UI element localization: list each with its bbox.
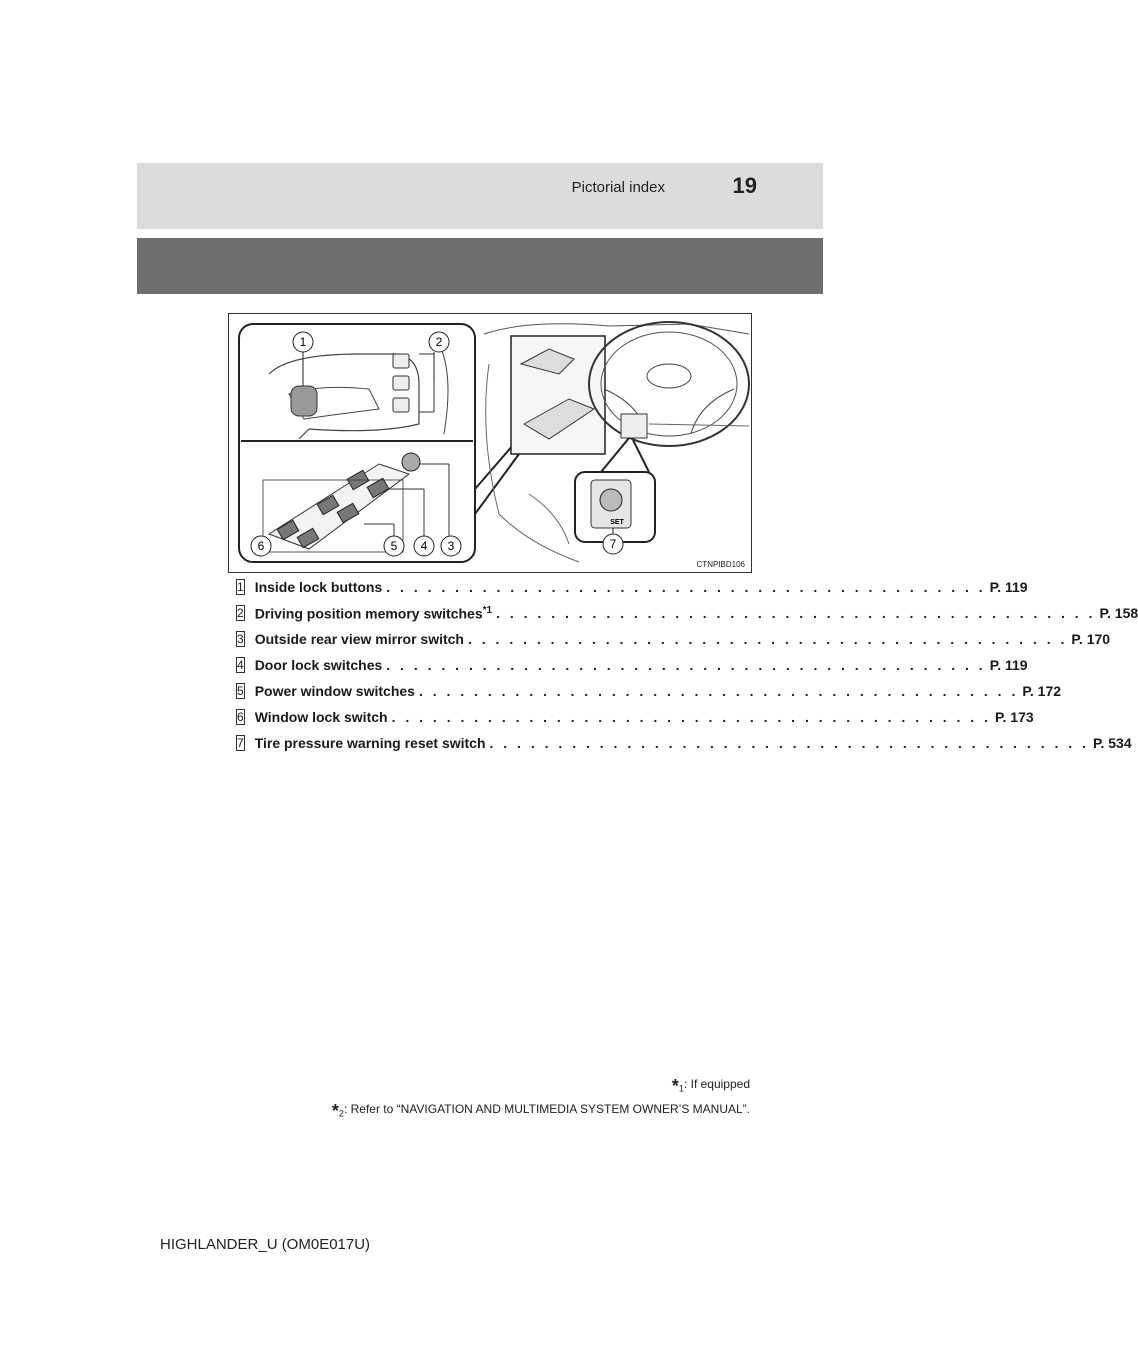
leader-dots: . . . . . . . . . . . . . . . . . . . . . . . . . . . . . . . . . . . . . . . . . . . .: [391, 709, 991, 725]
page-link[interactable]: P. 170: [1071, 631, 1111, 647]
list-item: [236, 678, 1062, 704]
leader-dots: . . . . . . . . . . . . . . . . . . . . . . . . . . . . . . . . . . . . . . . . . . . .: [386, 657, 986, 673]
svg-text:4: 4: [420, 539, 428, 553]
item-number: 1: [237, 580, 244, 594]
page-link[interactable]: P. 172: [1022, 683, 1062, 699]
page-link[interactable]: P. 534: [1092, 735, 1132, 751]
illustration-svg: [229, 314, 751, 572]
item-number: 6: [237, 710, 244, 724]
header-bar: [137, 163, 823, 229]
item-label: Outside rear view mirror switch: [254, 631, 464, 647]
item-number: 7: [237, 736, 244, 750]
set-label: SET: [610, 519, 624, 526]
leader-dots: . . . . . . . . . . . . . . . . . . . . . . . . . . . . . . . . . . . . . . . . . . . .: [467, 631, 1068, 647]
leader-dots: . . . . . . . . . . . . . . . . . . . . . . . . . . . . . . . . . . . . . . . . . . . .: [496, 605, 1096, 621]
svg-text:3: 3: [447, 539, 455, 553]
svg-text:7: 7: [609, 537, 617, 551]
list-item: [236, 652, 1028, 678]
svg-text:1: 1: [299, 335, 307, 349]
item-number: 3: [237, 632, 244, 646]
leader-dots: . . . . . . . . . . . . . . . . . . . . . . . . . . . . . . . . . . . . . . . . . . . .: [489, 735, 1089, 751]
footnote-2: $*_2$: Refer to “NAVIGATION AND MULTIMEDIA SYSTEM OWNER’S MANUAL”.: [331, 1101, 750, 1121]
footer-model: HIGHLANDER_U (OM0E017U): [160, 1236, 371, 1253]
page-number: 19: [732, 173, 757, 198]
reset-switch-icon: [600, 489, 622, 511]
mirror-switch-knob-icon: [402, 453, 420, 471]
page-link[interactable]: P. 119: [989, 579, 1028, 595]
section-band: [137, 238, 823, 294]
figure-code: CTNPIBD106: [696, 560, 745, 569]
memory-switch-icon: [393, 354, 409, 368]
item-list: [236, 574, 1138, 756]
item-label: Window lock switch: [254, 709, 388, 725]
callout-5: [384, 536, 404, 556]
list-item: [236, 600, 1138, 626]
list-item: [236, 730, 1132, 756]
footnote-marker: *1: [482, 604, 493, 616]
section-title: Pictorial index: [571, 179, 665, 196]
leader-dots: . . . . . . . . . . . . . . . . . . . . . . . . . . . . . . . . . . . . . . . . . . . .: [418, 683, 1019, 699]
page-link[interactable]: P. 173: [994, 709, 1034, 725]
item-number: 4: [237, 658, 244, 672]
steering-wheel-icon: [589, 322, 749, 446]
callout-6: [251, 536, 271, 556]
memory-switch-icon: [393, 398, 409, 412]
item-label: Driving position memory switches$^{*1}$: [254, 604, 493, 622]
inside-lock-button-icon: [291, 386, 317, 416]
item-number: 2: [237, 606, 244, 620]
list-item: [236, 626, 1111, 652]
memory-switch-icon: [393, 376, 409, 390]
leader-dots: . . . . . . . . . . . . . . . . . . . . . . . . . . . . . . . . . . . . . . . . . . . .: [386, 579, 986, 595]
svg-text:5: 5: [390, 539, 398, 553]
door-controls-illustration: [228, 313, 752, 573]
list-item: [236, 704, 1034, 730]
svg-text:2: 2: [435, 335, 443, 349]
item-label: Power window switches: [254, 683, 415, 699]
footnote-1: $*_1$: If equipped: [671, 1076, 750, 1096]
item-number: 5: [237, 684, 244, 698]
inset-panel: [239, 324, 475, 562]
item-label: Tire pressure warning reset switch: [254, 735, 486, 751]
page-link[interactable]: P. 158: [1099, 605, 1138, 621]
svg-text:6: 6: [257, 539, 265, 553]
footnotes: [332, 1076, 750, 1126]
list-item: [236, 574, 1028, 600]
page-link[interactable]: P. 119: [989, 657, 1028, 673]
callout-3: [441, 536, 461, 556]
item-label: Inside lock buttons: [254, 579, 383, 595]
callout-4: [414, 536, 434, 556]
item-label: Door lock switches: [254, 657, 383, 673]
